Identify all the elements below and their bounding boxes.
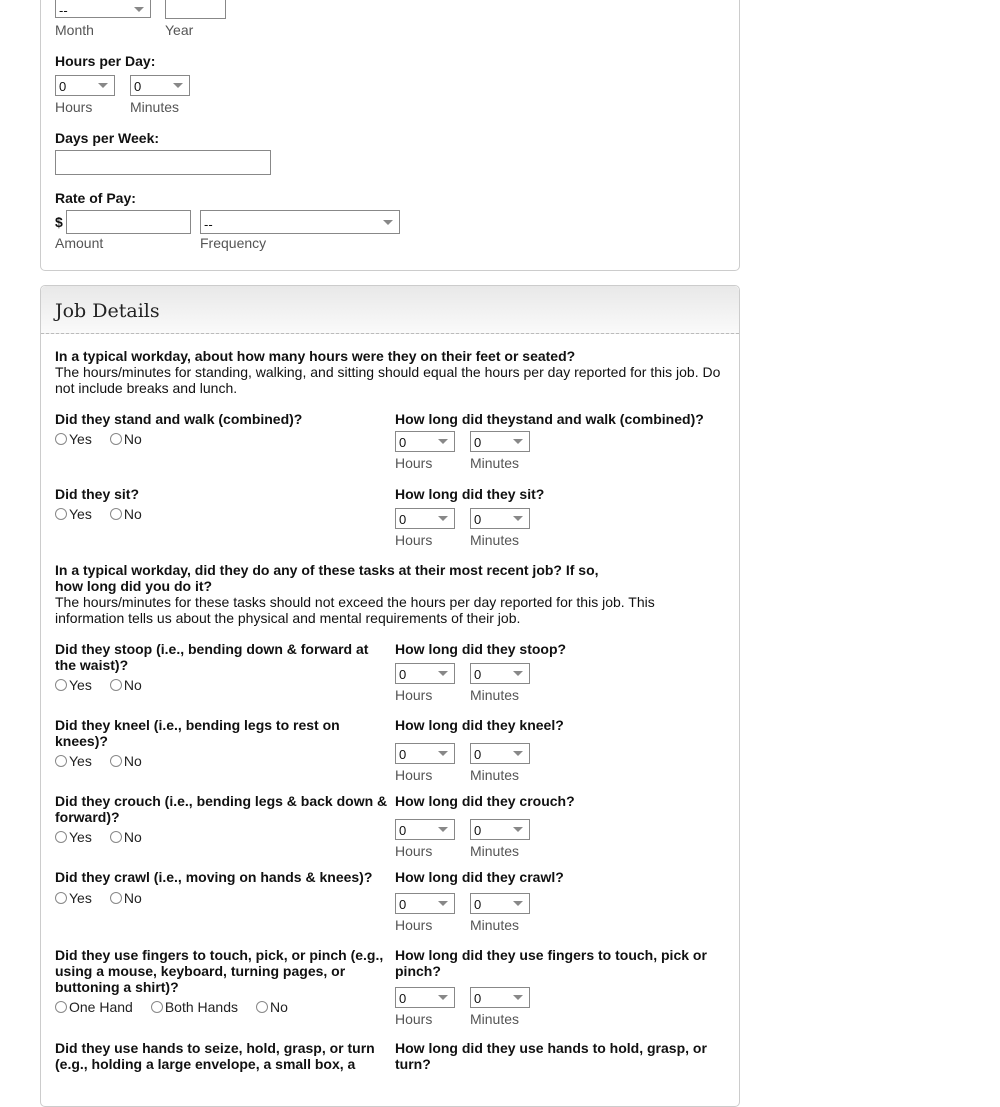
- duration-hours-select[interactable]: 0: [395, 819, 455, 840]
- radio-circle-icon[interactable]: [55, 755, 67, 767]
- radio-circle-icon[interactable]: [55, 892, 67, 904]
- question-label: Did they use hands to seize, hold, grasp, or turn (e.g., holding a large envelope, a small box, a: [55, 1040, 375, 1072]
- radio-group: [55, 506, 160, 523]
- section2-description: The hours/minutes for these tasks should not exceed the hours per day reported for this job. This information tells us about the physical and mental requirements of their job.: [55, 594, 655, 626]
- chevron-down-icon: [513, 995, 523, 1000]
- currency-symbol: $: [55, 214, 63, 230]
- year-caption: Year: [165, 22, 194, 38]
- duration-hours-select[interactable]: 0: [395, 431, 455, 452]
- duration-label: How long did theystand and walk (combined)?: [395, 411, 704, 427]
- duration-minutes-select[interactable]: 0: [470, 663, 530, 684]
- duration-label: How long did they crouch?: [395, 793, 575, 809]
- duration-label: How long did they stoop?: [395, 641, 567, 657]
- employment-panel: [40, 0, 740, 271]
- hours-caption: Hours: [395, 532, 433, 548]
- radio-yes[interactable]: Yes: [55, 431, 92, 447]
- chevron-down-icon: [173, 83, 183, 88]
- rate-frequency-select[interactable]: --: [200, 210, 400, 234]
- chevron-down-icon: [134, 7, 144, 12]
- minutes-caption: Minutes: [470, 455, 520, 471]
- duration-label: How long did they kneel?: [395, 717, 564, 733]
- radio-yes[interactable]: Yes: [55, 753, 92, 769]
- radio-circle-icon[interactable]: [110, 433, 122, 445]
- question-label: Did they use fingers to touch, pick, or pinch (e.g., using a mouse, keyboard, turning pages, or buttoning a shirt)?: [55, 947, 384, 995]
- section1-heading: In a typical workday, about how many hours were they on their feet or seated?: [55, 348, 576, 364]
- hours-caption: Hours: [55, 99, 93, 115]
- duration-label: How long did they use fingers to touch, pick or pinch?: [395, 947, 707, 979]
- radio-no[interactable]: No: [110, 431, 142, 447]
- hours-per-day-hours-select[interactable]: 0: [55, 75, 115, 96]
- hours-caption: Hours: [395, 687, 433, 703]
- rate-amount-input[interactable]: [66, 210, 191, 234]
- duration-hours-select[interactable]: 0: [395, 987, 455, 1008]
- minutes-caption: Minutes: [470, 767, 520, 783]
- radio-circle-icon[interactable]: [151, 1001, 163, 1013]
- chevron-down-icon: [513, 516, 523, 521]
- month-caption: Month: [55, 22, 94, 38]
- days-per-week-label: Days per Week:: [55, 130, 160, 146]
- duration-hours-select[interactable]: 0: [395, 508, 455, 529]
- year-input[interactable]: [165, 0, 226, 19]
- rate-of-pay-label: Rate of Pay:: [55, 190, 136, 206]
- chevron-down-icon: [438, 671, 448, 676]
- section2-heading: In a typical workday, did they do any of these tasks at their most recent job? If so, how long did you do it?: [55, 562, 599, 594]
- radio-no[interactable]: No: [110, 506, 142, 522]
- radio-circle-icon[interactable]: [256, 1001, 268, 1013]
- minutes-caption: Minutes: [470, 1011, 520, 1027]
- radio-circle-icon[interactable]: [110, 831, 122, 843]
- radio-group: [55, 677, 160, 694]
- panel-title: Job Details: [55, 300, 160, 322]
- question-label: Did they stoop (i.e., bending down & forward at the waist)?: [55, 641, 369, 673]
- radio-no[interactable]: No: [110, 890, 142, 906]
- hours-caption: Hours: [395, 1011, 433, 1027]
- duration-minutes-select[interactable]: 0: [470, 987, 530, 1008]
- duration-minutes-select[interactable]: 0: [470, 893, 530, 914]
- hours-per-day-label: Hours per Day:: [55, 53, 156, 69]
- minutes-caption: Minutes: [470, 917, 520, 933]
- radio-yes[interactable]: Yes: [55, 677, 92, 693]
- chevron-down-icon: [438, 827, 448, 832]
- radio-both-hands[interactable]: Both Hands: [151, 999, 238, 1015]
- hours-per-day-minutes-select[interactable]: 0: [130, 75, 190, 96]
- duration-label: How long did they use hands to hold, grasp, or turn?: [395, 1040, 707, 1072]
- chevron-down-icon: [513, 671, 523, 676]
- duration-minutes-select[interactable]: 0: [470, 743, 530, 764]
- question-label: Did they kneel (i.e., bending legs to rest on knees)?: [55, 717, 340, 749]
- radio-yes[interactable]: Yes: [55, 506, 92, 522]
- chevron-down-icon: [513, 751, 523, 756]
- chevron-down-icon: [438, 995, 448, 1000]
- hours-caption: Hours: [395, 917, 433, 933]
- hours-caption: Hours: [395, 843, 433, 859]
- radio-circle-icon[interactable]: [55, 433, 67, 445]
- radio-yes[interactable]: Yes: [55, 829, 92, 845]
- month-select[interactable]: --: [55, 0, 151, 18]
- chevron-down-icon: [438, 751, 448, 756]
- hours-caption: Hours: [395, 455, 433, 471]
- radio-group: [55, 999, 306, 1016]
- chevron-down-icon: [438, 901, 448, 906]
- radio-circle-icon[interactable]: [110, 679, 122, 691]
- radio-circle-icon[interactable]: [110, 508, 122, 520]
- panel-header: [41, 286, 739, 334]
- radio-no[interactable]: No: [110, 677, 142, 693]
- minutes-caption: Minutes: [470, 532, 520, 548]
- chevron-down-icon: [383, 220, 393, 225]
- radio-no[interactable]: No: [110, 829, 142, 845]
- radio-circle-icon[interactable]: [110, 892, 122, 904]
- chevron-down-icon: [513, 901, 523, 906]
- section1-description: The hours/minutes for standing, walking, and sitting should equal the hours per day reported for this job. Do not include breaks and lunch.: [55, 364, 721, 396]
- duration-minutes-select[interactable]: 0: [470, 431, 530, 452]
- question-label: Did they crawl (i.e., moving on hands & knees)?: [55, 869, 373, 885]
- chevron-down-icon: [98, 83, 108, 88]
- radio-group: [55, 890, 160, 907]
- duration-label: How long did they crawl?: [395, 869, 564, 885]
- duration-label: How long did they sit?: [395, 486, 545, 502]
- radio-circle-icon[interactable]: [110, 755, 122, 767]
- radio-group: [55, 829, 160, 846]
- chevron-down-icon: [513, 439, 523, 444]
- radio-one-hand[interactable]: One Hand: [55, 999, 133, 1015]
- frequency-caption: Frequency: [200, 235, 267, 251]
- duration-minutes-select[interactable]: 0: [470, 819, 530, 840]
- days-per-week-input[interactable]: [55, 150, 271, 175]
- duration-hours-select[interactable]: 0: [395, 893, 455, 914]
- chevron-down-icon: [438, 439, 448, 444]
- duration-hours-select[interactable]: 0: [395, 663, 455, 684]
- job-details-panel: [40, 285, 740, 1107]
- hours-caption: Hours: [395, 767, 433, 783]
- chevron-down-icon: [513, 827, 523, 832]
- radio-circle-icon[interactable]: [55, 679, 67, 691]
- radio-circle-icon[interactable]: [55, 831, 67, 843]
- minutes-caption: Minutes: [130, 99, 180, 115]
- radio-circle-icon[interactable]: [55, 508, 67, 520]
- duration-hours-select[interactable]: 0: [395, 743, 455, 764]
- radio-yes[interactable]: Yes: [55, 890, 92, 906]
- chevron-down-icon: [438, 516, 448, 521]
- minutes-caption: Minutes: [470, 687, 520, 703]
- radio-no[interactable]: No: [256, 999, 288, 1015]
- question-label: Did they sit?: [55, 486, 140, 502]
- amount-caption: Amount: [55, 235, 104, 251]
- radio-no[interactable]: No: [110, 753, 142, 769]
- radio-circle-icon[interactable]: [55, 1001, 67, 1013]
- question-label: Did they stand and walk (combined)?: [55, 411, 303, 427]
- radio-group: [55, 431, 160, 448]
- duration-minutes-select[interactable]: 0: [470, 508, 530, 529]
- radio-group: [55, 753, 160, 770]
- question-label: Did they crouch (i.e., bending legs & back down & forward)?: [55, 793, 388, 825]
- minutes-caption: Minutes: [470, 843, 520, 859]
